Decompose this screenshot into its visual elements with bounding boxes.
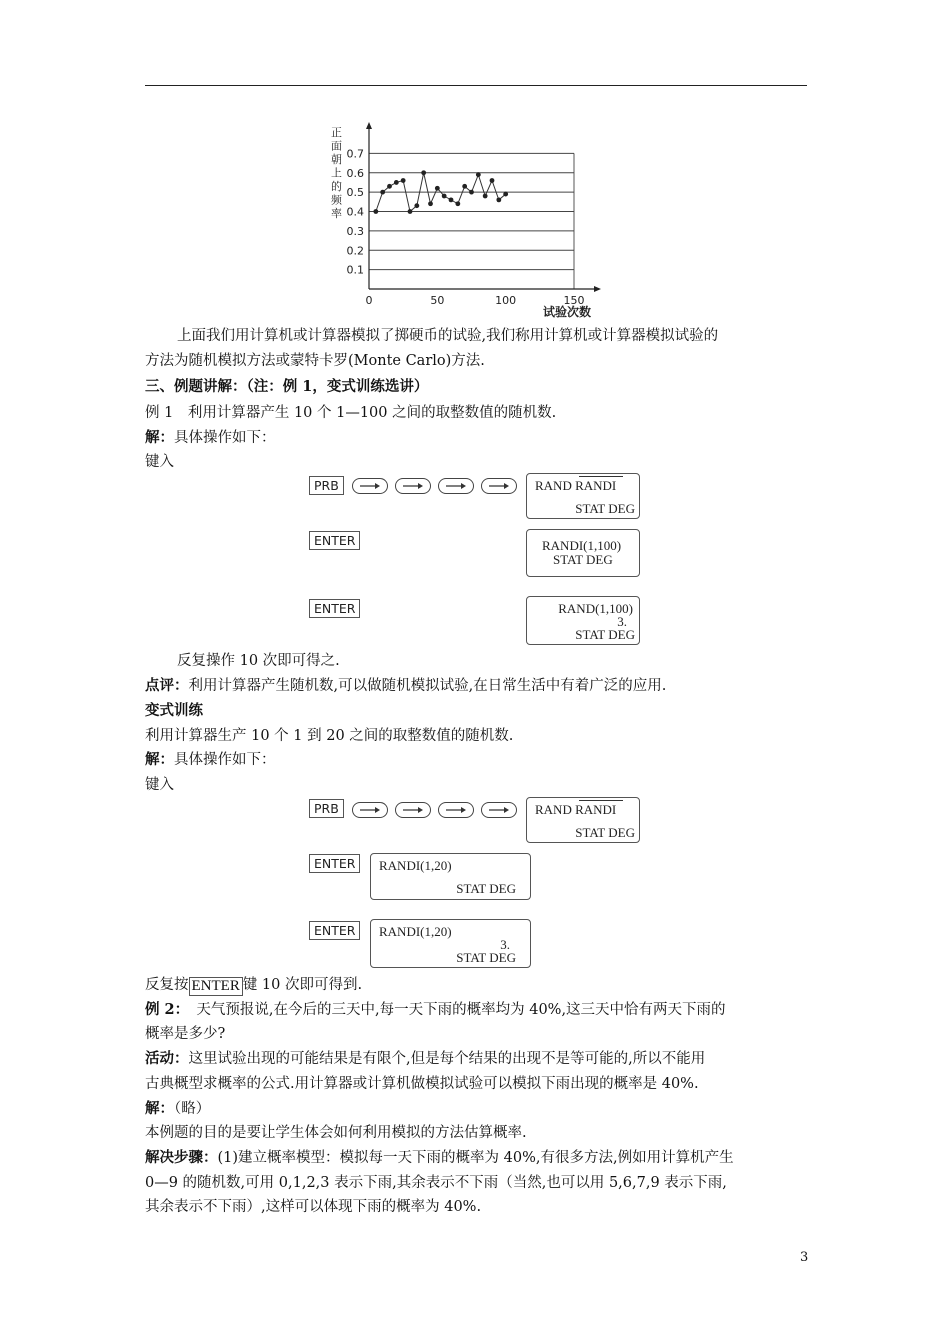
data-point xyxy=(428,201,433,206)
calculator-screen xyxy=(526,596,640,645)
data-point xyxy=(503,192,508,197)
enter-key: ENTER xyxy=(309,921,360,940)
activity-line xyxy=(145,1049,705,1069)
screen-top-text: RAND(1,100) xyxy=(558,601,633,616)
paragraph-line: 方法为随机模拟方法或蒙特卡罗(Monte Carlo)方法. xyxy=(145,353,485,369)
prb-key: PRB xyxy=(309,476,344,495)
solution-label: 解： xyxy=(145,1100,174,1117)
data-point xyxy=(462,184,467,189)
screen-status-text: STAT DEG xyxy=(553,552,613,567)
right-arrow-key-icon xyxy=(395,802,431,818)
calculator-screen xyxy=(370,919,531,968)
steps-text: (1)建立概率模型：模拟每一天下雨的概率为 40%,有很多方法,例如用计算机产生 xyxy=(217,1150,734,1166)
data-point xyxy=(483,194,488,199)
right-arrow-key-icon xyxy=(438,478,474,494)
solution-line xyxy=(145,750,276,770)
y-axis-label-char: 的 xyxy=(331,180,342,193)
y-tick-label: 0.3 xyxy=(346,224,364,238)
solution-text: （略） xyxy=(174,1101,211,1117)
comment-text: 利用计算器产生随机数,可以做随机模拟试验,在日常生活中有着广泛的应用. xyxy=(188,678,667,694)
y-axis-label-char: 上 xyxy=(331,166,342,180)
data-point xyxy=(469,190,474,195)
data-point xyxy=(496,197,501,202)
example-1-text: 例 1 利用计算器产生 10 个 1—100 之间的取整数值的随机数. xyxy=(145,405,557,421)
x-axis-arrow xyxy=(594,286,601,292)
screen-result-text: 3. xyxy=(617,614,627,629)
calculator-screen xyxy=(526,529,640,577)
right-arrow-key-icon xyxy=(481,802,517,818)
screen-top-text: RANDI(1,20) xyxy=(379,858,452,873)
x-tick-label: 50 xyxy=(430,294,445,307)
right-arrow-key-icon xyxy=(395,478,431,494)
y-tick-label: 0.4 xyxy=(346,205,364,219)
repeat-suffix: 键 10 次即可得到. xyxy=(242,977,363,993)
data-point xyxy=(449,197,454,202)
screen-top-text: RANDI(1,20) xyxy=(379,924,452,939)
data-point xyxy=(442,194,447,199)
right-arrow-key-icon xyxy=(481,478,517,494)
calculator-screen xyxy=(370,853,531,900)
data-point xyxy=(394,180,399,185)
paragraph-line: 古典概型求概率的公式.用计算器或计算机做模拟试验可以模拟下雨出现的概率是 40%. xyxy=(145,1076,699,1092)
prb-key: PRB xyxy=(309,799,344,818)
example-2-text: 天气预报说,在今后的三天中,每一天下雨的概率均为 40%,这三天中恰有两天下雨的 xyxy=(181,1002,726,1018)
right-arrow-key-icon xyxy=(438,802,474,818)
screen-status-text: STAT DEG xyxy=(456,950,516,965)
data-point xyxy=(455,201,460,206)
data-point xyxy=(435,186,440,191)
screen-top-text: RAND RANDI xyxy=(535,802,617,817)
example-2-label: 例 2： xyxy=(145,1001,182,1018)
screen-status-text: STAT DEG xyxy=(575,501,635,516)
activity-text: 这里试验出现的可能结果是有限个,但是每个结果的出现不是等可能的,所以不能用 xyxy=(188,1051,706,1067)
repeat-prefix: 反复按 xyxy=(145,977,189,993)
frequency-chart xyxy=(325,120,655,325)
y-axis-label xyxy=(331,126,343,220)
y-axis-label-char: 率 xyxy=(331,207,342,220)
data-point xyxy=(421,170,426,175)
right-arrow-key-icon xyxy=(352,802,388,818)
y-tick-label: 0.7 xyxy=(346,147,364,161)
variant-title: 变式训练 xyxy=(145,702,203,719)
paragraph-line: 其余表示不下雨）,这样可以体现下雨的概率为 40%. xyxy=(145,1199,482,1215)
y-tick-label: 0.2 xyxy=(346,244,364,258)
paragraph-line: 0—9 的随机数,可用 0,1,2,3 表示下雨,其余表示不下雨（当然,也可以用 5,6,7,9 表示下雨, xyxy=(145,1175,727,1191)
header-rule xyxy=(145,85,807,86)
y-tick-label: 0.6 xyxy=(346,166,364,180)
steps-label: 解决步骤： xyxy=(145,1149,218,1166)
screen-top-text: RAND RANDI xyxy=(535,478,617,493)
solution-text: 具体操作如下： xyxy=(174,430,276,446)
x-tick-label: 100 xyxy=(495,294,517,307)
activity-label: 活动： xyxy=(145,1050,189,1067)
inline-enter-key: ENTER xyxy=(189,977,243,996)
x-tick-label: 0 xyxy=(365,294,373,307)
enter-key: ENTER xyxy=(309,599,360,618)
comment-label: 点评： xyxy=(145,677,189,694)
enter-key: ENTER xyxy=(309,854,360,873)
data-point xyxy=(380,190,385,195)
data-point xyxy=(490,178,495,183)
data-point xyxy=(373,209,378,214)
enter-key: ENTER xyxy=(309,531,360,550)
y-axis-label-char: 朝 xyxy=(331,153,342,166)
x-tick-label: 150 xyxy=(563,294,585,307)
comment-line xyxy=(145,676,666,696)
data-point xyxy=(476,172,481,177)
steps-line xyxy=(145,1148,734,1168)
data-point xyxy=(408,209,413,214)
right-arrow-key-icon xyxy=(352,478,388,494)
x-axis-label: 试验次数 xyxy=(543,305,592,319)
screen-status-text: STAT DEG xyxy=(575,825,635,840)
y-axis-label-char: 正 xyxy=(331,126,342,139)
variant-question: 利用计算器生产 10 个 1 到 20 之间的取整数值的随机数. xyxy=(145,728,514,744)
solution-label: 解： xyxy=(145,751,174,768)
keyin-label: 键入 xyxy=(145,454,174,470)
solution-line xyxy=(145,1099,210,1119)
repeat-text: 反复操作 10 次即可得之. xyxy=(177,653,340,669)
example-2-line xyxy=(145,1000,726,1020)
data-point xyxy=(401,178,406,183)
keyin-label: 键入 xyxy=(145,777,174,793)
paragraph-line: 概率是多少? xyxy=(145,1026,226,1042)
paragraph-line: 本例题的目的是要让学生体会如何利用模拟的方法估算概率. xyxy=(145,1125,527,1141)
y-tick-label: 0.1 xyxy=(346,263,364,277)
screen-top-text: RANDI(1,100) xyxy=(542,538,622,553)
y-tick-label: 0.5 xyxy=(346,186,364,200)
repeat-enter-line xyxy=(145,975,362,996)
y-axis-arrow xyxy=(366,122,372,129)
calculator-screen xyxy=(526,797,640,843)
calculator-screen xyxy=(526,473,640,519)
data-point xyxy=(414,203,419,208)
y-axis-label-char: 频 xyxy=(331,193,342,207)
solution-label: 解： xyxy=(145,429,174,446)
overline xyxy=(579,476,623,477)
section-heading: 三、例题讲解：（注：例 1，变式训练选讲） xyxy=(145,378,429,395)
screen-status-text: STAT DEG xyxy=(456,881,516,896)
solution-line xyxy=(145,428,276,448)
solution-text: 具体操作如下： xyxy=(174,752,276,768)
paragraph-line: 上面我们用计算机或计算器模拟了掷硬币的试验,我们称用计算机或计算器模拟试验的 xyxy=(177,328,719,344)
data-point xyxy=(387,184,392,189)
screen-result-text: 3. xyxy=(500,937,510,952)
page-number: 3 xyxy=(800,1250,809,1265)
overline xyxy=(579,800,623,801)
y-axis-label-char: 面 xyxy=(331,139,342,153)
screen-status-text: STAT DEG xyxy=(575,627,635,642)
